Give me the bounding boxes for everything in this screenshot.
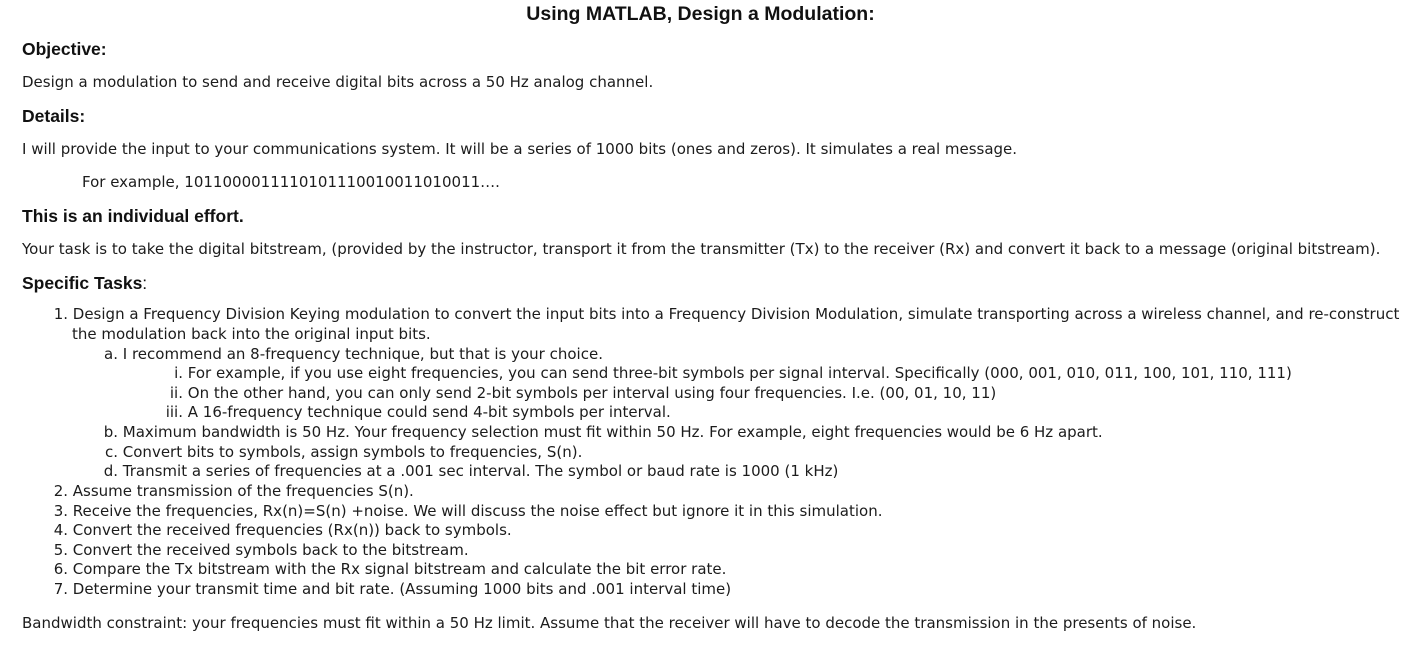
list-item: [98, 345, 603, 365]
list-marker: d.: [103, 462, 118, 480]
list-item: [98, 423, 1103, 443]
list-item-text: Convert the received frequencies (Rx(n)) back to symbols.: [72, 521, 512, 539]
task-description: Your task is to take the digital bitstream, (provided by the instructor, transport it from the transmitter (Tx) to the receiver (Rx) and convert it back to a message (original bitstream).: [22, 240, 1381, 258]
list-item-text: On the other hand, you can only send 2-bit symbols per interval using four frequencies. I.e. (00, 01, 10, 11): [187, 384, 997, 402]
list-item: [98, 462, 838, 482]
list-item: [48, 521, 512, 541]
list-marker: 3.: [53, 502, 68, 520]
list-item-text: A 16-frequency technique could send 4-bit symbols per interval.: [187, 403, 671, 421]
list-marker: 1.: [53, 305, 68, 323]
list-item: [48, 482, 414, 502]
bitstream-example: For example, 1011000011110101110010011010011….: [82, 173, 500, 191]
list-item-text: Transmit a series of frequencies at a .001 sec interval. The symbol or baud rate is 1000 (1 kHz): [122, 462, 839, 480]
details-heading: Details:: [22, 106, 86, 126]
objective-heading: Objective:: [22, 39, 107, 59]
list-marker: i.: [174, 364, 183, 382]
list-item-text: For example, if you use eight frequencies, you can send three-bit symbols per signal interval. Specifically (000, 001, 010, 011, 100, 101, 110, 111): [187, 364, 1292, 382]
list-item: [48, 541, 469, 561]
list-marker: 4.: [53, 521, 68, 539]
list-marker: a.: [104, 345, 118, 363]
list-marker: b.: [103, 423, 118, 441]
list-item: [48, 560, 726, 580]
list-item-text: Assume transmission of the frequencies S(n).: [72, 482, 414, 500]
list-item: [158, 364, 1292, 384]
bandwidth-constraint-note: Bandwidth constraint: your frequencies must fit within a 50 Hz limit. Assume that the receiver will have to decode the transmission in the presents of noise.: [22, 614, 1197, 632]
list-marker: 6.: [53, 560, 68, 578]
list-item-text: Convert the received symbols back to the bitstream.: [72, 541, 469, 559]
list-marker: 5.: [53, 541, 68, 559]
list-item-text: Receive the frequencies, Rx(n)=S(n) +noise. We will discuss the noise effect but ignore it in this simulation.: [72, 502, 883, 520]
individual-effort-heading: This is an individual effort.: [22, 206, 244, 226]
list-marker: 2.: [53, 482, 68, 500]
list-marker: 7.: [53, 580, 68, 598]
list-marker: c.: [104, 443, 118, 461]
list-item: [98, 443, 582, 463]
list-item: [158, 403, 671, 423]
list-item-text: Maximum bandwidth is 50 Hz. Your frequency selection must fit within 50 Hz. For example, eight frequencies would be 6 Hz apart.: [122, 423, 1103, 441]
list-item: [48, 580, 731, 600]
details-text: I will provide the input to your communications system. It will be a series of 1000 bits (ones and zeros). It simulates a real message.: [22, 140, 1018, 158]
list-marker: ii.: [169, 384, 183, 402]
list-item-continuation: the modulation back into the original input bits.: [72, 325, 431, 343]
list-item: [158, 384, 996, 404]
list-item-text: Determine your transmit time and bit rate. (Assuming 1000 bits and .001 interval time): [72, 580, 732, 598]
list-item: [48, 502, 882, 522]
page-title: Using MATLAB, Design a Modulation:: [526, 3, 875, 25]
list-marker: iii.: [165, 403, 183, 421]
list-item-text: Design a Frequency Division Keying modulation to convert the input bits into a Frequency Division Modulation, simulate transporting across a wireless channel, and re-construct: [72, 305, 1400, 323]
list-item-text: I recommend an 8-frequency technique, but that is your choice.: [122, 345, 603, 363]
specific-tasks-colon: :: [142, 273, 148, 293]
specific-tasks-heading: [22, 273, 147, 294]
list-item-text: Convert bits to symbols, assign symbols to frequencies, S(n).: [122, 443, 583, 461]
objective-text: Design a modulation to send and receive digital bits across a 50 Hz analog channel.: [22, 73, 654, 91]
list-item-text: Compare the Tx bitstream with the Rx signal bitstream and calculate the bit error rate.: [72, 560, 727, 578]
list-item: [48, 305, 1399, 325]
specific-tasks-label: Specific Tasks: [22, 273, 143, 293]
